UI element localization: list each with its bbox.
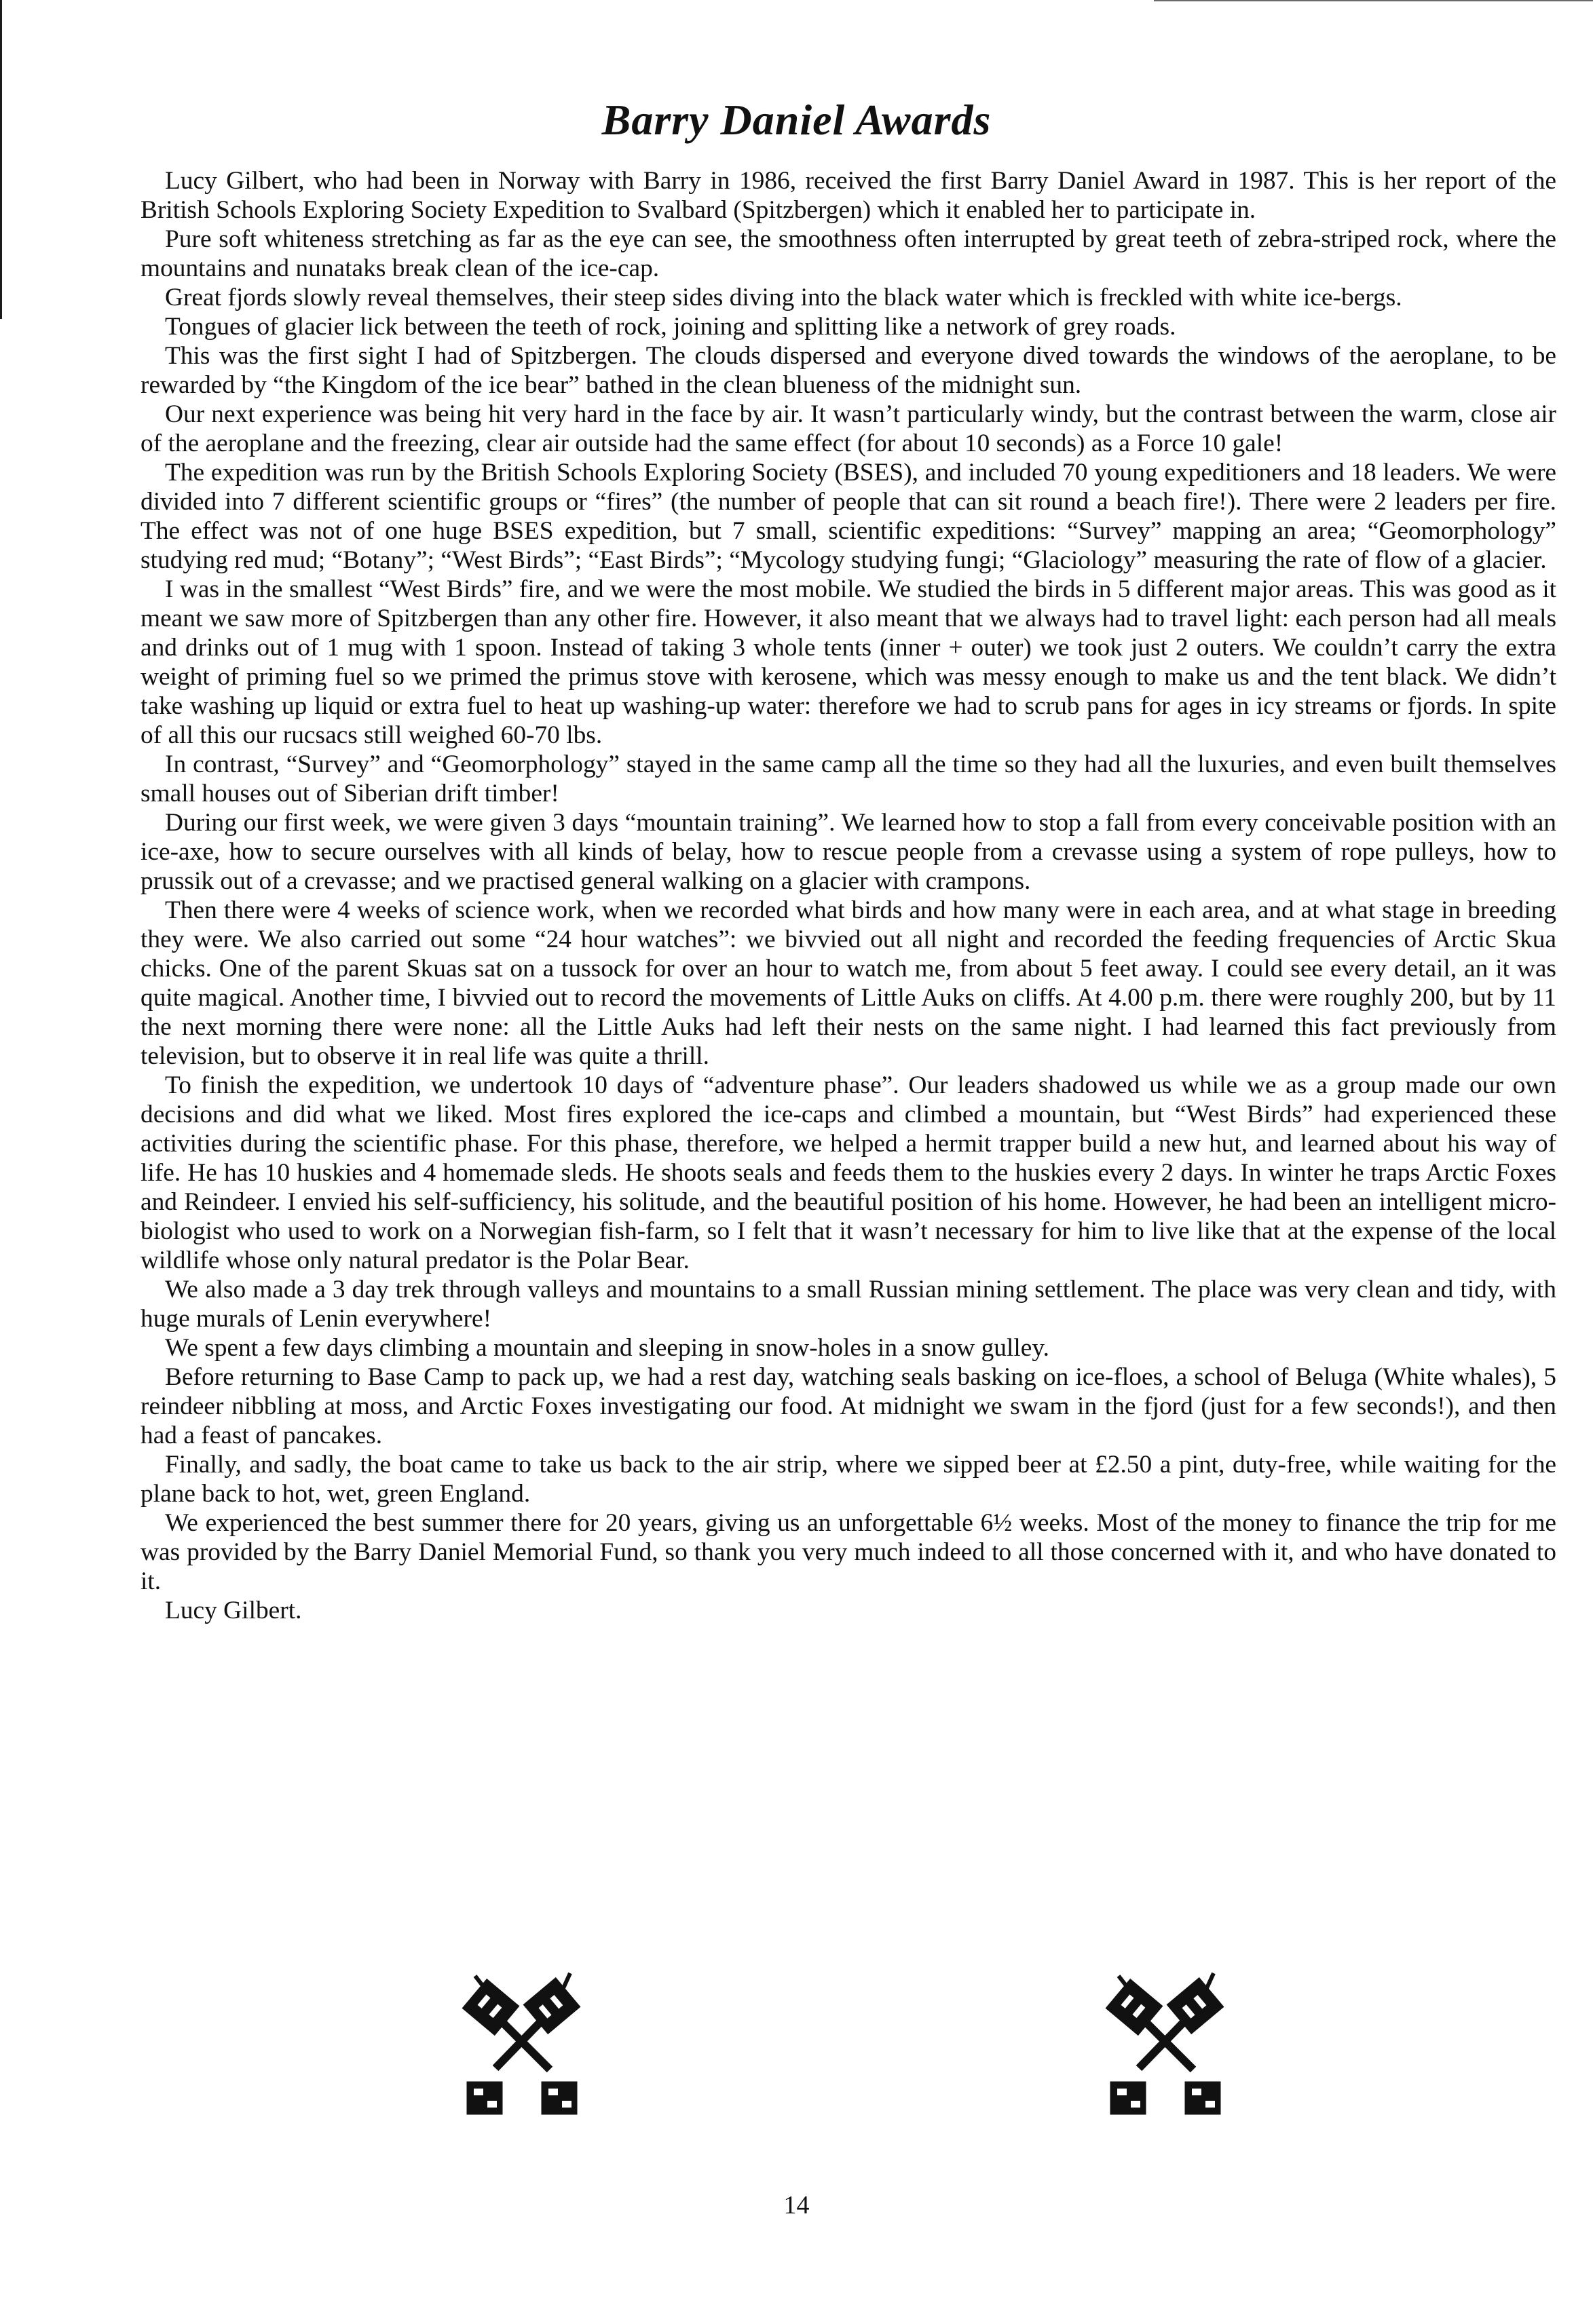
paragraph: During our first week, we were given 3 days “mountain training”. We learned how to stop a fall from every conceivable position with an ice-axe, how to secure ourselves with all kinds of belay, how to rescue people from a crevasse using a system of rope pulleys, how to prussik out of a crevasse; and we practised general walking on a glacier with crampons. (140, 809, 1556, 895)
paragraph: Before returning to Base Camp to pack up, we had a rest day, watching seals basking on ice-floes, a school of Beluga (White whales), 5 reindeer nibbling at moss, and Arctic Foxes investigating our food. At midnight we swam in the fjord (just for a few seconds!), and then had a feast of pancakes. (140, 1363, 1556, 1449)
paragraph: We experienced the best summer there for 20 years, giving us an unforgettable 6½ weeks. Most of the money to finance the trip for me was provided by the Barry Daniel Memorial Fund, so thank you very much indeed to all those concerned with it, and who have donated to it. (140, 1509, 1556, 1595)
paragraph: Our next experience was being hit very hard in the face by air. It wasn’t particularly windy, but the contrast between the warm, close air of the aeroplane and the freezing, clear air outside had the same effect (for about 10 seconds) as a Force 10 gale! (140, 400, 1556, 457)
paragraph-intro: Lucy Gilbert, who had been in Norway with Barry in 1986, received the first Barry Daniel Award in 1987. This is her report of the British Schools Exploring Society Expedition to Svalbard (Spitzbergen) which it enabled her to participate in. (140, 167, 1556, 224)
crossed-keys-emblem-graphic (455, 1968, 591, 2124)
paragraph: The expedition was run by the British Schools Exploring Society (BSES), and included 70 young expeditioners and 18 leaders. We were divided into 7 different scientific groups or “fires” (the number of people that can sit round a beach fire!). There were 2 leaders per fire. The effect was not of one huge BSES expedition, but 7 small, scientific expeditions: “Survey” mapping an area; “Geomorphology” studying red mud; “Botany”; “West Birds”; “East Birds”; “Mycology studying fungi; “Glaciology” measuring the rate of flow of a glacier. (140, 459, 1556, 574)
paragraph: We spent a few days climbing a mountain and sleeping in snow-holes in a snow gulley. (165, 1334, 1049, 1362)
paragraph: Tongues of glacier lick between the teeth of rock, joining and splitting like a network of grey roads. (165, 313, 1176, 341)
paragraph: Finally, and sadly, the boat came to take us back to the air strip, where we sipped beer at £2.50 a pint, duty-free, while waiting for the plane back to hot, wet, green England. (140, 1451, 1556, 1508)
paragraph: To finish the expedition, we undertook 10 days of “adventure phase”. Our leaders shadowed us while we as a group made our own decisions and did what we liked. Most fires explored the ice-caps and climbed a mountain, but “West Birds” had experienced these activities during the scientific phase. For this phase, therefore, we helped a hermit trapper build a new hut, and learned about his way of life. He has 10 huskies and 4 homemade sleds. He shoots seals and feeds them to the huskies every 2 days. In winter he traps Arctic Foxes and Reindeer. I envied his self-sufficiency, his solitude, and the beautiful position of his home. However, he had been an intelligent micro-biologist who used to work on a Norwegian fish-farm, so I felt that it wasn’t necessary for him to live like that at the expense of the local wildlife whose only natural predator is the Polar Bear. (140, 1071, 1556, 1274)
crossed-keys-emblem-icon (1098, 1968, 1234, 2124)
crossed-keys-emblem-icon (455, 1968, 591, 2124)
paragraph: In contrast, “Survey” and “Geomorphology” stayed in the same camp all the time so they had all the luxuries, and even built themselves small houses out of Siberian drift timber! (140, 750, 1556, 807)
crossed-keys-emblem-graphic (1098, 1968, 1234, 2124)
page-top-edge (1154, 0, 1593, 1)
paragraph: This was the first sight I had of Spitzbergen. The clouds dispersed and everyone dived towards the windows of the aeroplane, to be rewarded by “the Kingdom of the ice bear” bathed in the clean blueness of the midnight sun. (140, 342, 1556, 399)
page-left-edge (0, 0, 2, 319)
paragraph: Pure soft whiteness stretching as far as the eye can see, the smoothness often interrupted by great teeth of zebra-striped rock, where the mountains and nunataks break clean of the ice-cap. (140, 225, 1556, 282)
article-body (140, 166, 1556, 1625)
paragraph: Great fjords slowly reveal themselves, their steep sides diving into the black water which is freckled with white ice-bergs. (165, 284, 1402, 311)
page-title: Barry Daniel Awards (601, 96, 992, 144)
page-number: 14 (783, 2191, 810, 2220)
paragraph: Then there were 4 weeks of science work, when we recorded what birds and how many were in each area, and at what stage in breeding they were. We also carried out some “24 hour watches”: we bivvied out all night and recorded the feeding frequencies of Arctic Skua chicks. One of the parent Skuas sat on a tussock for over an hour to watch me, from about 5 feet away. I could see every detail, an it was quite magical. Another time, I bivvied out to record the movements of Little Auks on cliffs. At 4.00 p.m. there were roughly 200, but by 11 the next morning there were none: all the Little Auks had left their nests on the same night. I had learned this fact previously from television, but to observe it in real life was quite a thrill. (140, 896, 1556, 1070)
paragraph: I was in the smallest “West Birds” fire, and we were the most mobile. We studied the birds in 5 different major areas. This was good as it meant we saw more of Spitzbergen than any other fire. However, it also meant that we always had to travel light: each person had all meals and drinks out of 1 mug with 1 spoon. Instead of taking 3 whole tents (inner + outer) we took just 2 outers. We couldn’t carry the extra weight of priming fuel so we primed the primus stove with kerosene, which was messy enough to make us and the tent black. We didn’t take washing up liquid or extra fuel to heat up washing-up water: therefore we had to scrub pans for ages in icy streams or fjords. In spite of all this our rucsacs still weighed 60-70 lbs. (140, 575, 1556, 749)
signature: Lucy Gilbert. (165, 1597, 302, 1624)
paragraph: We also made a 3 day trek through valleys and mountains to a small Russian mining settlement. The place was very clean and tidy, with huge murals of Lenin everywhere! (140, 1276, 1556, 1333)
